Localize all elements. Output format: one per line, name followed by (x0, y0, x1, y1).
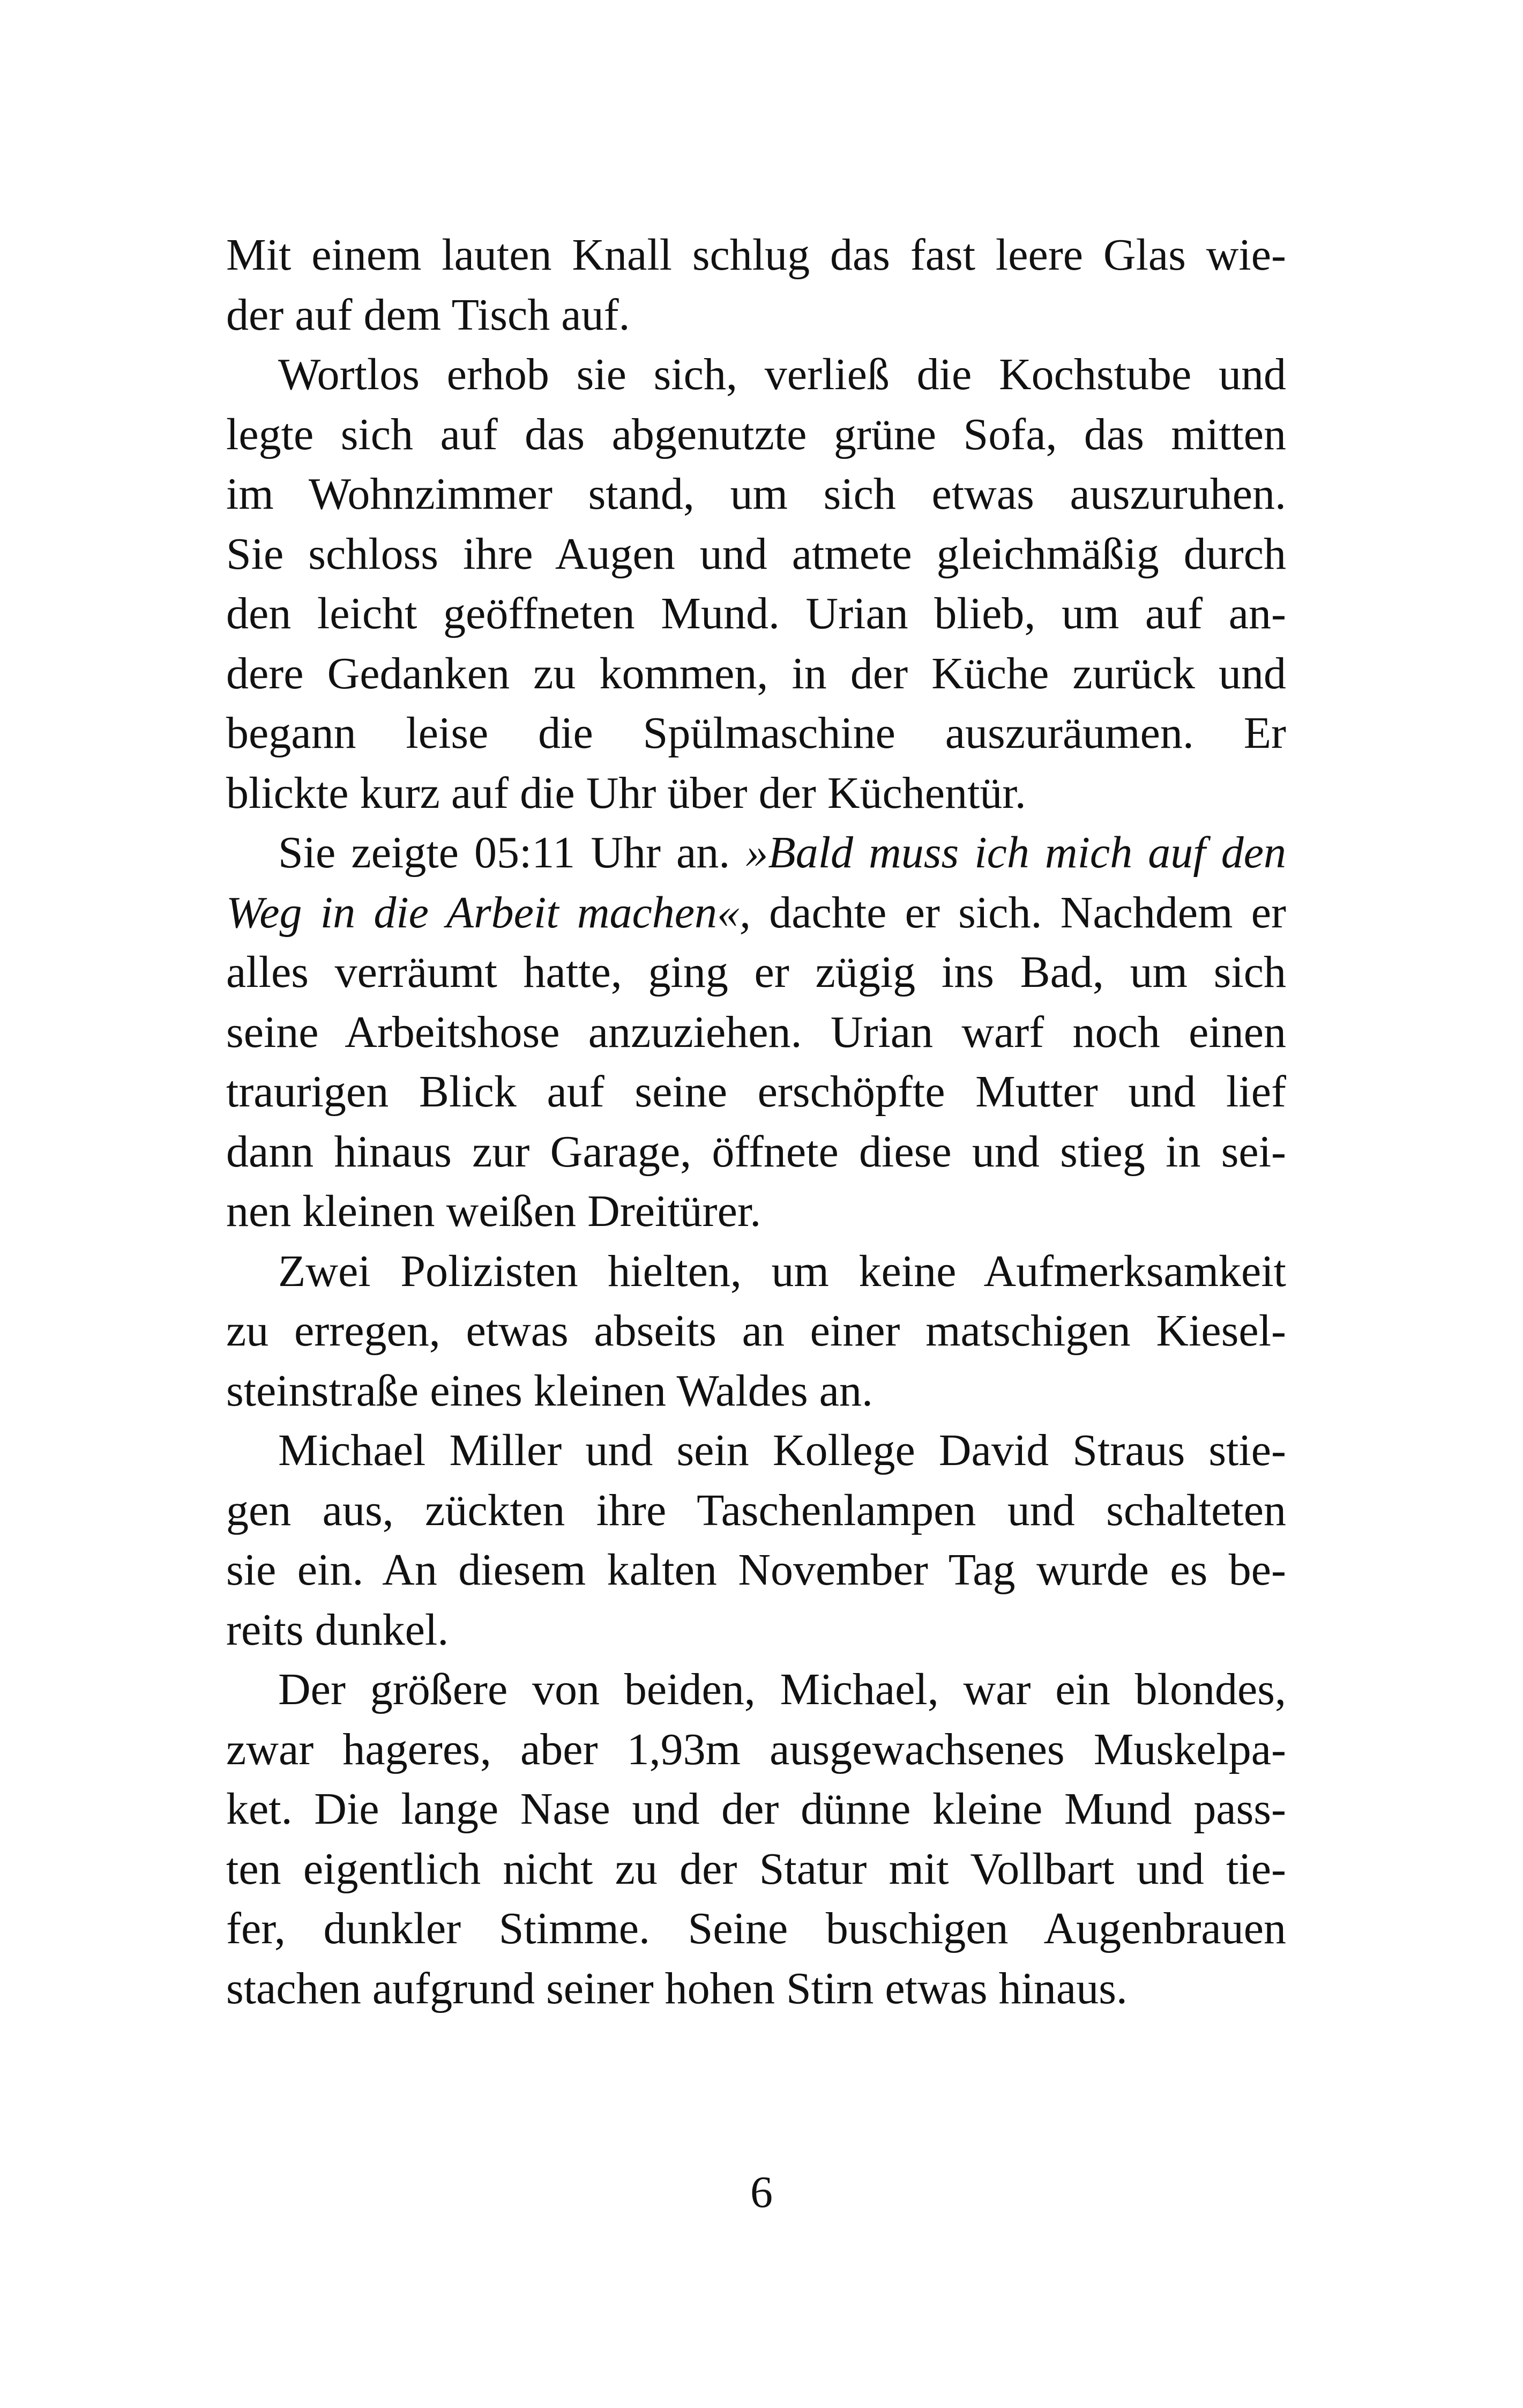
line-text: nen kleinen weißen Dreitürer. (226, 1186, 762, 1236)
line-text: Sie schloss ihre Augen und atmete gleichmäßig durch (226, 529, 1286, 579)
text-line (226, 1301, 1286, 1361)
line-text: zwar hageres, aber 1,93m ausgewachsenes Muskelpa- (226, 1724, 1286, 1774)
text-line (226, 1181, 1286, 1242)
line-text: begann leise die Spülmaschine auszuräumen. Er (226, 708, 1286, 758)
text-line (226, 1361, 1286, 1421)
line-text: fer, dunkler Stimme. Seine buschigen Augenbrauen (226, 1904, 1286, 1953)
line-text: reits dunkel. (226, 1604, 449, 1655)
text-line (226, 1481, 1286, 1541)
text-line (226, 584, 1286, 644)
line-text: Mit einem lauten Knall schlug das fast leere Glas wie- (226, 230, 1286, 280)
text-line (226, 1720, 1286, 1780)
text-line (226, 1421, 1286, 1481)
text-line (226, 1959, 1286, 2019)
line-text: den leicht geöffneten Mund. Urian blieb, um auf an- (226, 589, 1286, 638)
book-page-body (226, 225, 1286, 2018)
italic-text: »Bald muss ich mich auf den (745, 828, 1286, 878)
text-line (226, 464, 1286, 524)
text-line (226, 1540, 1286, 1600)
text-line (226, 823, 1286, 883)
text-line (226, 285, 1286, 345)
text-line (226, 1122, 1286, 1182)
text-line (226, 524, 1286, 584)
text-line (226, 1839, 1286, 1899)
line-text: stachen aufgrund seiner hohen Stirn etwas hinaus. (226, 1963, 1128, 2013)
line-text: sie ein. An diesem kalten November Tag wurde es be- (226, 1545, 1286, 1595)
text-line (226, 1062, 1286, 1122)
text-line (226, 1002, 1286, 1062)
text-line (226, 883, 1286, 943)
text-line (226, 345, 1286, 405)
line-text: Wortlos erhob sie sich, verließ die Kochstube und (278, 350, 1286, 399)
italic-text: Weg in die Arbeit machen«, (226, 887, 751, 938)
text-line (226, 942, 1286, 1002)
text-line (226, 703, 1286, 763)
line-text: steinstraße eines kleinen Waldes an. (226, 1365, 873, 1416)
line-text: dachte er sich. Nachdem er (751, 887, 1286, 938)
text-line (226, 1899, 1286, 1959)
text-line (226, 225, 1286, 285)
text-line (226, 1660, 1286, 1720)
line-text: Der größere von beiden, Michael, war ein blondes, (278, 1664, 1286, 1714)
text-line (226, 405, 1286, 465)
line-text: dann hinaus zur Garage, öffnete diese und stieg in sei- (226, 1126, 1286, 1177)
line-text: alles verräumt hatte, ging er zügig ins Bad, um sich (226, 947, 1286, 997)
line-text: seine Arbeitshose anzuziehen. Urian warf noch einen (226, 1007, 1286, 1057)
line-text: zu erregen, etwas abseits an einer matschigen Kiesel- (226, 1306, 1286, 1356)
line-text: traurigen Blick auf seine erschöpfte Mutter und lief (226, 1067, 1286, 1117)
line-text: Zwei Polizisten hielten, um keine Aufmerksamkeit (278, 1246, 1286, 1296)
line-text: blickte kurz auf die Uhr über der Küchentür. (226, 768, 1026, 818)
line-text: Michael Miller und sein Kollege David Straus stie- (278, 1425, 1286, 1475)
text-line (226, 644, 1286, 704)
text-line (226, 1242, 1286, 1302)
line-text: im Wohnzimmer stand, um sich etwas auszuruhen. (226, 469, 1286, 519)
line-text: Sie zeigte 05:11 Uhr an. (278, 828, 746, 878)
line-text: gen aus, zückten ihre Taschenlampen und schalteten (226, 1485, 1286, 1535)
text-line (226, 1600, 1286, 1660)
line-text: der auf dem Tisch auf. (226, 289, 630, 340)
page-number: 6 (750, 2167, 773, 2217)
text-line (226, 1779, 1286, 1839)
line-text: ten eigentlich nicht zu der Statur mit Vollbart und tie- (226, 1844, 1286, 1894)
line-text: dere Gedanken zu kommen, in der Küche zurück und (226, 648, 1286, 698)
line-text: legte sich auf das abgenutzte grüne Sofa, das mitten (226, 409, 1286, 459)
line-text: ket. Die lange Nase und der dünne kleine Mund pass- (226, 1784, 1286, 1834)
text-line (226, 763, 1286, 823)
